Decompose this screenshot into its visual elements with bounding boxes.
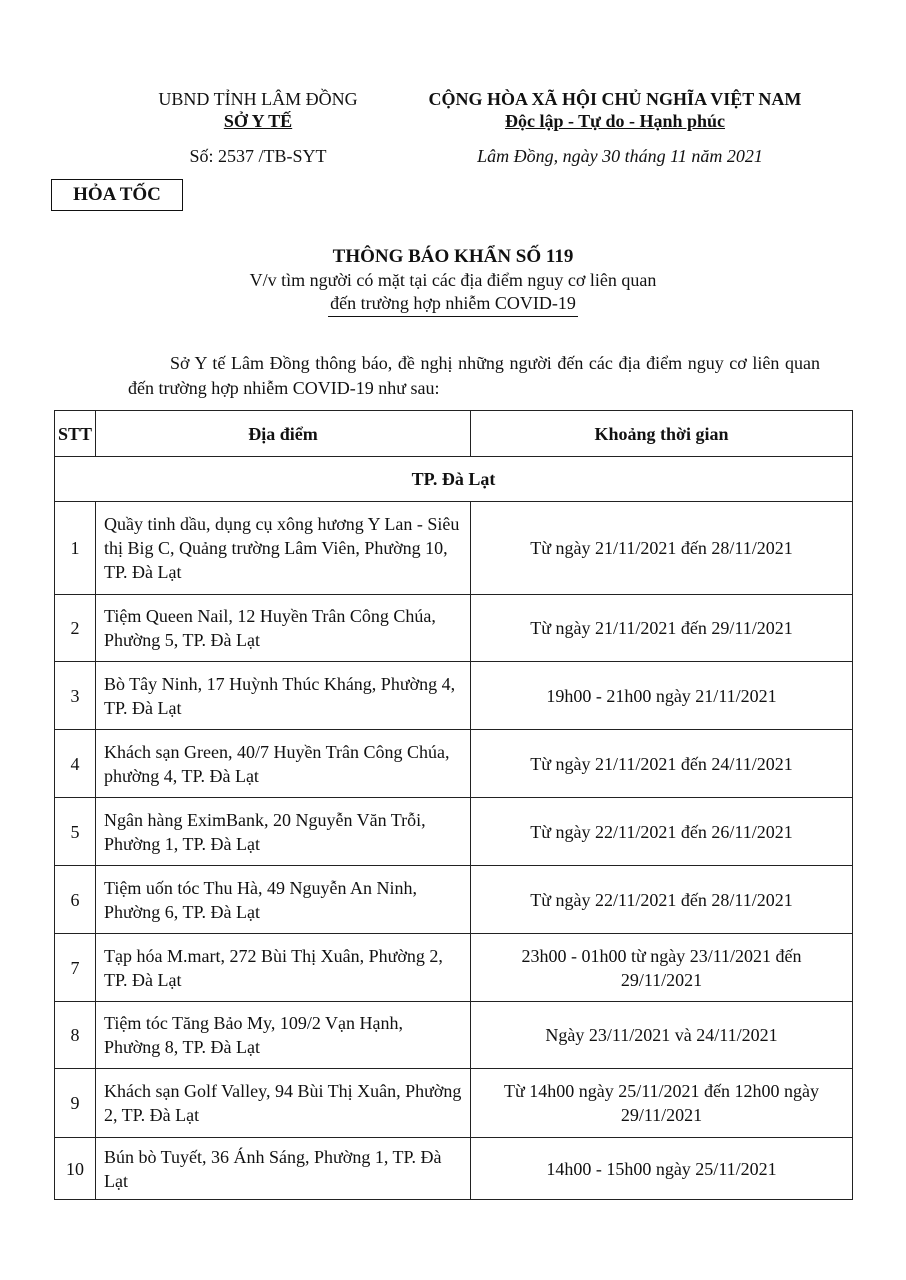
row-location: Bún bò Tuyết, 36 Ánh Sáng, Phường 1, TP. Đà Lạt [96,1138,471,1200]
row-time: 14h00 - 15h00 ngày 25/11/2021 [471,1138,853,1200]
row-time: 19h00 - 21h00 ngày 21/11/2021 [471,662,853,730]
row-location: Khách sạn Golf Valley, 94 Bùi Thị Xuân, Phường 2, TP. Đà Lạt [96,1069,471,1138]
row-time: Từ ngày 21/11/2021 đến 29/11/2021 [471,595,853,662]
risk-locations-table [54,410,853,1200]
row-location: Ngân hàng EximBank, 20 Nguyễn Văn Trỗi, Phường 1, TP. Đà Lạt [96,798,471,866]
row-location: Tiệm tóc Tăng Bảo My, 109/2 Vạn Hạnh, Phường 8, TP. Đà Lạt [96,1002,471,1069]
table-row [55,1002,853,1069]
row-stt: 2 [55,595,96,662]
row-time: Từ ngày 22/11/2021 đến 28/11/2021 [471,866,853,934]
nation-name: CỘNG HÒA XÃ HỘI CHỦ NGHĨA VIỆT NAM [428,89,802,109]
table-row [55,662,853,730]
national-header-block [395,88,835,132]
department-name: SỞ Y TẾ [223,111,293,131]
table-row [55,934,853,1002]
row-stt: 1 [55,502,96,595]
row-stt: 7 [55,934,96,1002]
row-stt: 9 [55,1069,96,1138]
row-location: Khách sạn Green, 40/7 Huyền Trân Công Chúa, phường 4, TP. Đà Lạt [96,730,471,798]
row-location: Bò Tây Ninh, 17 Huỳnh Thúc Kháng, Phường 4, TP. Đà Lạt [96,662,471,730]
intro-paragraph: Sở Y tế Lâm Đồng thông báo, đề nghị những người đến các địa điểm nguy cơ liên quan đến trường hợp nhiễm COVID-19 như sau: [128,353,820,398]
document-title: THÔNG BÁO KHẨN SỐ 119 [332,246,574,267]
agency-name: UBND TỈNH LÂM ĐỒNG [158,89,358,109]
issuing-agency-block [108,88,408,132]
national-motto: Độc lập - Tự do - Hạnh phúc [504,111,726,131]
table-row [55,798,853,866]
row-location: Quầy tinh dầu, dụng cụ xông hương Y Lan - Siêu thị Big C, Quảng trường Lâm Viên, Phường 10, TP. Đà Lạt [96,502,471,595]
table-row [55,1069,853,1138]
row-stt: 3 [55,662,96,730]
subtitle-line-1: V/v tìm người có mặt tại các địa điểm nguy cơ liên quan [249,270,657,290]
table-row [55,502,853,595]
row-stt: 10 [55,1138,96,1200]
header-time: Khoảng thời gian [471,411,853,457]
row-location: Tiệm Queen Nail, 12 Huyền Trân Công Chúa, Phường 5, TP. Đà Lạt [96,595,471,662]
table-row [55,730,853,798]
table-row [55,595,853,662]
table-row [55,1138,853,1200]
table-header-row [55,411,853,457]
section-row [55,457,853,502]
table-row [55,866,853,934]
row-time: Từ ngày 21/11/2021 đến 24/11/2021 [471,730,853,798]
row-time: Từ 14h00 ngày 25/11/2021 đến 12h00 ngày 29/11/2021 [471,1069,853,1138]
title-block [0,245,906,317]
row-stt: 8 [55,1002,96,1069]
document-date: Lâm Đồng, ngày 30 tháng 11 năm 2021 [477,146,763,166]
header-stt: STT [55,411,96,457]
row-stt: 6 [55,866,96,934]
row-location: Tạp hóa M.mart, 272 Bùi Thị Xuân, Phường 2, TP. Đà Lạt [96,934,471,1002]
header-location: Địa điểm [96,411,471,457]
section-title: TP. Đà Lạt [55,457,853,502]
urgent-stamp: HỎA TỐC [51,179,183,211]
document-number: Số: 2537 /TB-SYT [189,146,327,166]
subtitle-line-2: đến trường hợp nhiễm COVID-19 [328,292,578,317]
row-stt: 4 [55,730,96,798]
row-time: Từ ngày 21/11/2021 đến 28/11/2021 [471,502,853,595]
row-stt: 5 [55,798,96,866]
row-time: 23h00 - 01h00 từ ngày 23/11/2021 đến 29/11/2021 [471,934,853,1002]
row-location: Tiệm uốn tóc Thu Hà, 49 Nguyễn An Ninh, Phường 6, TP. Đà Lạt [96,866,471,934]
row-time: Từ ngày 22/11/2021 đến 26/11/2021 [471,798,853,866]
row-time: Ngày 23/11/2021 và 24/11/2021 [471,1002,853,1069]
